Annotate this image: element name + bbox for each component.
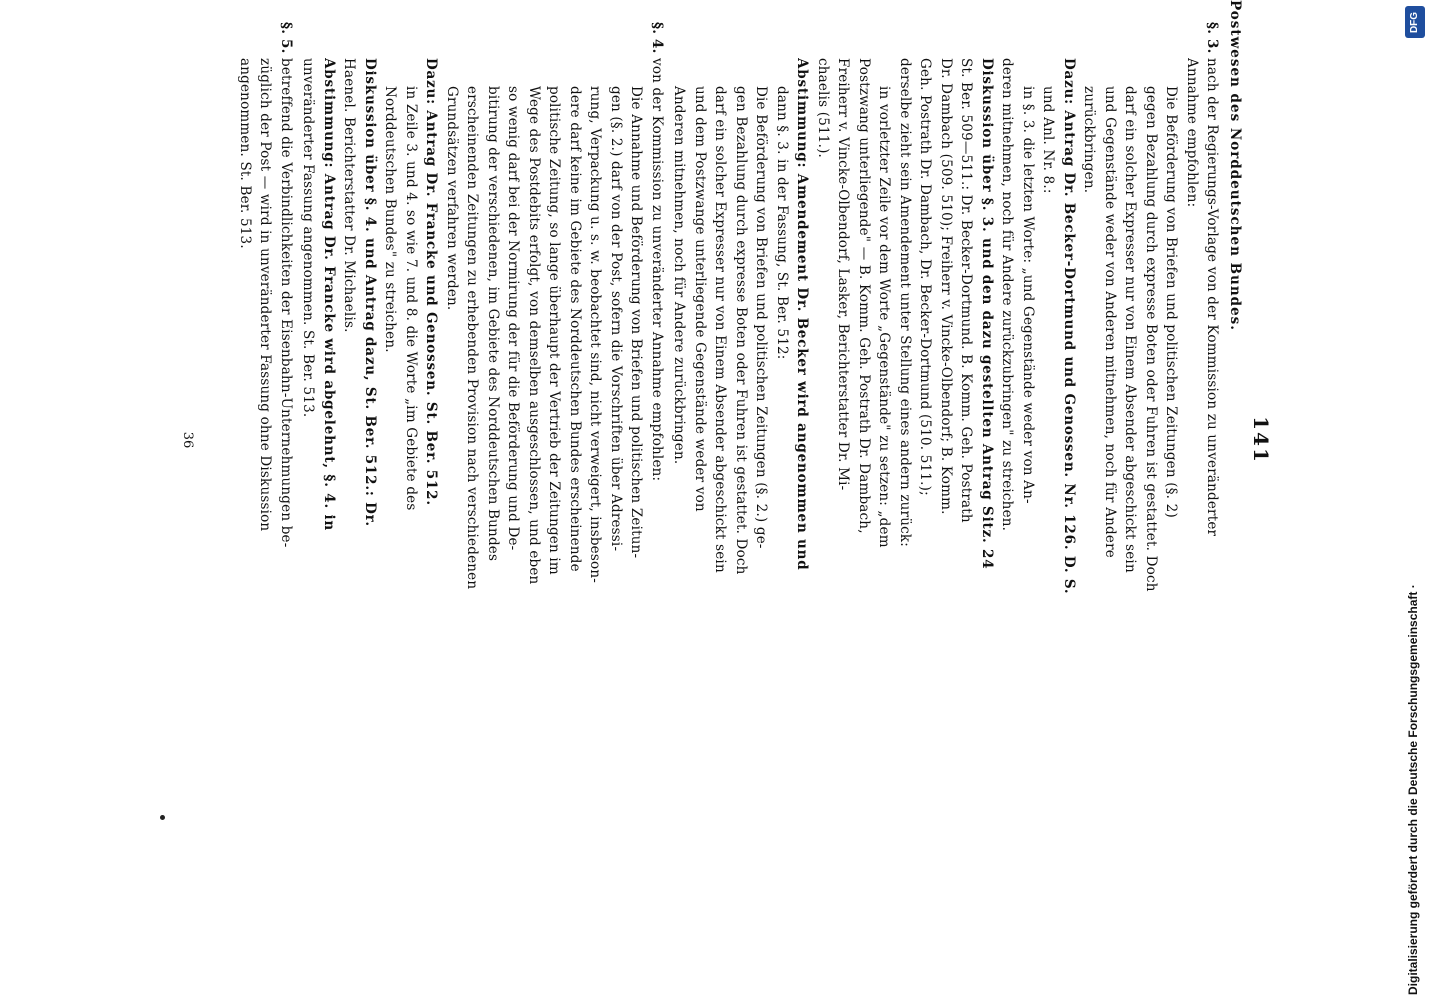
text-line: angenommen. St. Ber. 513. <box>237 58 253 249</box>
text-line: Die Beförderung von Briefen und politischen Zeitungen (§. 2.) ge- <box>753 86 770 549</box>
text-line: Geh. Postrath Dr. Dambach, Dr. Becker-Dortmund (510. 511.); <box>917 58 934 496</box>
ink-dot <box>160 815 165 820</box>
text-line: Grundsätzen verfahren werden. <box>444 86 460 311</box>
text-line: erscheinenden Zeitungen zu erhebenden Provision nach verschiedenen <box>464 86 481 590</box>
text-line: chaelis (511.). <box>815 58 831 159</box>
text-line: und Gegenstände weder von Anderen mitnehmen, noch für Andere <box>1102 86 1118 558</box>
text-line: gegen Bezahlung durch expresse Boten oder Fuhren ist gestattet. Doch <box>1143 86 1159 592</box>
text-line: Abstimmung: Amendement Dr. Becker wird angenommen und <box>794 58 811 571</box>
text-line: nach der Regierungs-Vorlage von der Kommission zu unveränderter <box>1204 58 1221 537</box>
text-line: Anderen mitnehmen, noch für Andere zurückbringen. <box>671 86 688 465</box>
text-line: Dazu: Antrag Dr. Francke und Genossen. St. Ber. 512. <box>423 58 440 506</box>
text-line: betreffend die Verbindlichkeiten der Eisenbahn-Unternehmungen be- <box>278 58 294 548</box>
text-line: Wege des Postdebits erfolgt, von demselben ausgeschlossen, und eben <box>526 86 542 585</box>
text-line: darf ein solcher Expresser nur von Einem Absender abgeschickt sein <box>1122 86 1139 573</box>
paragraph-number: §. 4. <box>649 22 665 54</box>
text-line: bitirung der verschiedenen, im Gebiete des Norddeutschen Bundes <box>485 86 501 562</box>
page-content <box>235 0 1246 940</box>
text-line: und Anl. Nr. 8.: <box>1040 86 1057 194</box>
text-line: Abstimmung: Antrag Dr. Francke wird abgelehnt, §. 4. in <box>321 58 337 531</box>
digitization-sidebar <box>1402 0 1430 1000</box>
text-line: dere darf keine im Gebiete des Norddeutschen Bundes erscheinende <box>567 86 583 572</box>
text-line: Annahme empfohlen: <box>1184 58 1200 208</box>
paragraph-section <box>669 0 1223 940</box>
text-line: Postzwang unterliegende" — B. Komm. Geh. Postrath Dr. Dambach, <box>856 58 872 534</box>
text-line: in §. 3. die letzten Worte: „und Gegenstände weder von An- <box>1020 86 1036 504</box>
text-line: Dr. Dambach (509. 510); Freiherr v. Vincke-Olbendorf; B. Komm. <box>938 58 954 515</box>
text-line: St. Ber. 509—511.: Dr. Becker-Dortmund. B. Komm. Geh. Postrath <box>958 58 975 523</box>
text-line: zurückbringen. <box>1081 86 1098 194</box>
text-line: von der Kommission zu unveränderter Annahme empfohlen: <box>649 58 665 482</box>
text-line: Diskussion über §. 4. und Antrag dazu, St. Ber. 512.: Dr. <box>362 58 378 527</box>
text-line: Die Annahme und Beförderung von Briefen und politischen Zeitun- <box>628 86 645 559</box>
text-line: darf ein solcher Expresser nur von Einem Absender abgeschickt sein <box>712 86 729 573</box>
text-line: Norddeutschen Bundes" zu streichen. <box>382 86 399 353</box>
paragraph-section <box>298 0 667 940</box>
text-line: Die Beförderung von Briefen und politischen Zeitungen (§. 2) <box>1163 86 1180 518</box>
text-line: unveränderter Fassung angenommen. St. Ber. 513. <box>300 58 317 418</box>
text-line: dann §. 3. in der Fassung, St. Ber. 512: <box>774 86 790 360</box>
text-line: gen Bezahlung durch expresse Boten oder Fuhren ist gestattet. Doch <box>733 86 749 575</box>
text-line: politische Zeitung, so lange überhaupt der Vertrieb der Zeitungen im <box>546 86 563 575</box>
text-line: deren mitnehmen, noch für Andere zurückzubringen" zu streichen. <box>999 58 1016 532</box>
page-number: 141 <box>1249 416 1273 464</box>
text-line: gen (§. 2.) darf von der Post, sofern die Vorschriften über Adressi- <box>608 86 624 552</box>
text-line: züglich der Post — wird in unveränderter Fassung ohne Diskussion <box>257 58 274 532</box>
text-line: derselbe zieht sein Amendement unter Stellung eines andern zurück: <box>897 58 913 547</box>
text-line: in Zeile 3. und 4. so wie 7. und 8. die Worte „im Gebiete des <box>403 86 419 511</box>
rotated-page <box>145 0 1285 1000</box>
section-heading: Postwesen des Norddeutschen Bundes. <box>1227 0 1243 331</box>
dfg-logo: DFG <box>1405 6 1425 38</box>
text-line: Haenel. Berichterstatter Dr. Michaelis. <box>341 58 358 333</box>
paragraph-section <box>235 0 297 940</box>
text-line: Diskussion über §. 3. und den dazu gestellten Antrag Sitz. 24 <box>979 58 995 570</box>
paragraph-number: §. 3. <box>1204 22 1221 54</box>
text-line: Freiherr v. Vincke-Olbendorf, Lasker, Berichterstatter Dr. Mi- <box>835 58 852 491</box>
sections-container <box>235 0 1223 940</box>
sidebar-credit-text: Digitalisierung gefördert durch die Deutsche Forschungsgemeinschaft · <box>1406 584 1420 995</box>
text-line: so wenig darf bei der Normirung der für die Beförderung und De- <box>505 86 522 551</box>
paragraph-number: §. 5. <box>278 22 294 54</box>
text-line: in vorletzter Zeile vor dem Worte „Gegenstände" zu setzen: „dem <box>876 86 893 548</box>
text-line: und dem Postzwange unterliegende Gegenstände weder von <box>692 86 708 512</box>
text-line: rung, Verpackung u. s. w. beobachtet sind, nicht verweigert, insbeson- <box>587 86 604 583</box>
footer-page-number: 36 <box>180 431 195 449</box>
text-line: Dazu: Antrag Dr. Becker-Dortmund und Genossen. Nr. 126. D. S. <box>1061 58 1077 595</box>
